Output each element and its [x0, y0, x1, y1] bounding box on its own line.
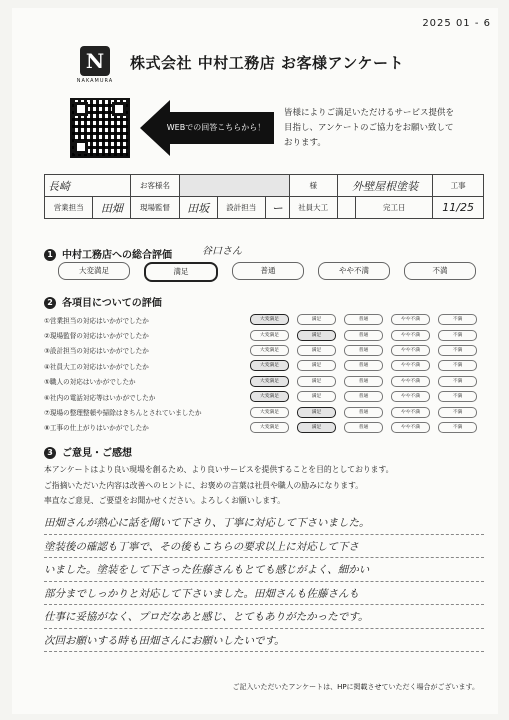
customer-name: 長崎 — [45, 175, 131, 197]
item-ratings — [44, 312, 484, 435]
overall-option[interactable]: 普通 — [232, 262, 304, 280]
rating-question: ⑤職人の対応はいかがでしたか — [44, 378, 136, 387]
rating-option[interactable]: 満足 — [297, 330, 336, 341]
rating-option[interactable]: 大変満足 — [250, 314, 289, 325]
rating-option[interactable]: 満足 — [297, 345, 336, 356]
rating-option[interactable]: 不満 — [438, 345, 477, 356]
rating-row — [44, 358, 484, 373]
comment-line: いました。塗装をして下さった佐藤さんもとても感じがよく、細かい — [44, 558, 484, 582]
rating-option[interactable]: 大変満足 — [250, 391, 289, 402]
customer-info-table: 長崎 お客様名 様 外壁屋根塗装 工事 営業担当 田畑 現場監督 田坂 設計担当 ー 社員大工 完工日 11/25 — [44, 174, 484, 219]
staff-carpenter — [337, 197, 355, 219]
footer-note: ご記入いただいたアンケートは、HPに掲載させていただく場合がございます。 — [232, 683, 479, 691]
rating-option[interactable]: やや不満 — [391, 314, 430, 325]
rating-option[interactable]: やや不満 — [391, 330, 430, 341]
rating-option[interactable]: 満足 — [297, 376, 336, 387]
rating-question: ②現場監督の対応はいかがでしたか — [44, 332, 149, 341]
rating-row — [44, 374, 484, 389]
web-answer-label[interactable]: WEBでの回答こちらから！ — [166, 123, 266, 132]
customer-name-label: お客様名 — [131, 175, 179, 197]
overall-option[interactable]: 満足 — [144, 262, 218, 282]
design-rep: ー — [265, 197, 289, 219]
comment-line: 田畑さんが熱心に話を聞いて下さり、丁寧に対応して下さいました。 — [44, 511, 484, 535]
logo-mark-icon: N — [80, 46, 110, 76]
rating-option[interactable]: 大変満足 — [250, 360, 289, 371]
notice-text: 本アンケートはより良い現場を創るため、より良いサービスを提供することを目的としております。 ご指摘いただいた内容は改善へのヒントに、お褒めの言葉は社員や職人の励みになります。 率直なご意見、ご要望をお聞かせください。よろしくお願いします。 — [44, 465, 394, 505]
rating-option[interactable]: 不満 — [438, 422, 477, 433]
rating-option[interactable]: 普通 — [344, 376, 383, 387]
comment-line: 塗装後の確認も丁寧で、その後もこちらの要求以上に対応して下さ — [44, 535, 484, 559]
overall-option[interactable]: 不満 — [404, 262, 476, 280]
rating-option[interactable]: 大変満足 — [250, 422, 289, 433]
rating-option[interactable]: 不満 — [438, 330, 477, 341]
rating-option[interactable]: やや不満 — [391, 391, 430, 402]
handwritten-note: 谷口さん — [202, 246, 242, 257]
overall-rating — [58, 262, 482, 282]
rating-option[interactable]: 不満 — [438, 314, 477, 325]
rating-option[interactable]: 普通 — [344, 407, 383, 418]
rating-option[interactable]: 満足 — [297, 422, 336, 433]
rating-row — [44, 343, 484, 358]
rating-option[interactable]: 満足 — [297, 391, 336, 402]
rating-row — [44, 404, 484, 419]
rating-row — [44, 312, 484, 327]
rating-question: ④社員大工の対応はいかがでしたか — [44, 362, 149, 371]
overall-option[interactable]: 大変満足 — [58, 262, 130, 280]
page-title: 株式会社 中村工務店 お客様アンケート — [130, 54, 405, 72]
completion-date: 11/25 — [433, 197, 484, 219]
overall-option[interactable]: やや不満 — [318, 262, 390, 280]
rating-option[interactable]: 不満 — [438, 360, 477, 371]
rating-option[interactable]: やや不満 — [391, 376, 430, 387]
rating-row — [44, 389, 484, 404]
rating-option[interactable]: 普通 — [344, 360, 383, 371]
rating-option[interactable]: 満足 — [297, 314, 336, 325]
rating-option[interactable]: 満足 — [297, 407, 336, 418]
site-supervisor: 田坂 — [179, 197, 217, 219]
rating-option[interactable]: やや不満 — [391, 345, 430, 356]
rating-option[interactable]: やや不満 — [391, 422, 430, 433]
rating-option[interactable]: 普通 — [344, 345, 383, 356]
rating-option[interactable]: 普通 — [344, 330, 383, 341]
rating-option[interactable]: 大変満足 — [250, 345, 289, 356]
rating-option[interactable]: 普通 — [344, 422, 383, 433]
comment-line: 次回お願いする時も田畑さんにお願いしたいです。 — [44, 629, 484, 653]
redacted-name — [179, 175, 289, 197]
intro-text: 皆様によりご満足いただけるサービス提供を 目指し、アンケートのご協力をお願い致して おります。 — [284, 108, 455, 148]
rating-question: ①営業担当の対応はいかがでしたか — [44, 316, 149, 325]
rating-question: ⑧工事の仕上がりはいかがでしたか — [44, 424, 149, 433]
rating-option[interactable]: やや不満 — [391, 407, 430, 418]
date-stamp: 2025 01 - 6 — [422, 18, 491, 29]
rating-option[interactable]: 大変満足 — [250, 407, 289, 418]
construction-type: 外壁屋根塗装 — [337, 175, 432, 197]
sales-rep: 田畑 — [93, 197, 131, 219]
rating-row — [44, 420, 484, 435]
rating-option[interactable]: 不満 — [438, 407, 477, 418]
logo-name: NAKAMURA — [76, 78, 114, 84]
company-logo — [70, 46, 120, 84]
comment-line: 部分までしっかりと対応して下さいました。田畑さんも佐藤さんも — [44, 582, 484, 606]
qr-code-icon[interactable] — [70, 98, 130, 158]
rating-row — [44, 327, 484, 342]
rating-option[interactable]: 大変満足 — [250, 330, 289, 341]
rating-question: ⑥社内の電話対応等はいかがでしたか — [44, 393, 156, 402]
comment-box[interactable] — [44, 511, 484, 652]
comment-line: 仕事に妥協がなく、プロだなあと感じ、とてもありがたかったです。 — [44, 605, 484, 629]
section-2-heading: 2 各項目についての評価 — [44, 294, 162, 309]
rating-question: ⑦現場の整理整頓や掃除はきちんとされていましたか — [44, 409, 202, 418]
rating-option[interactable]: 普通 — [344, 391, 383, 402]
rating-option[interactable]: やや不満 — [391, 360, 430, 371]
rating-option[interactable]: 普通 — [344, 314, 383, 325]
rating-question: ③設計担当の対応はいかがでしたか — [44, 347, 149, 356]
rating-option[interactable]: 不満 — [438, 391, 477, 402]
section-3-heading: 3 ご意見・ご感想 — [44, 444, 132, 459]
rating-option[interactable]: 大変満足 — [250, 376, 289, 387]
rating-option[interactable]: 不満 — [438, 376, 477, 387]
rating-option[interactable]: 満足 — [297, 360, 336, 371]
section-1-heading: 1 中村工務店への総合評価 — [44, 246, 172, 261]
